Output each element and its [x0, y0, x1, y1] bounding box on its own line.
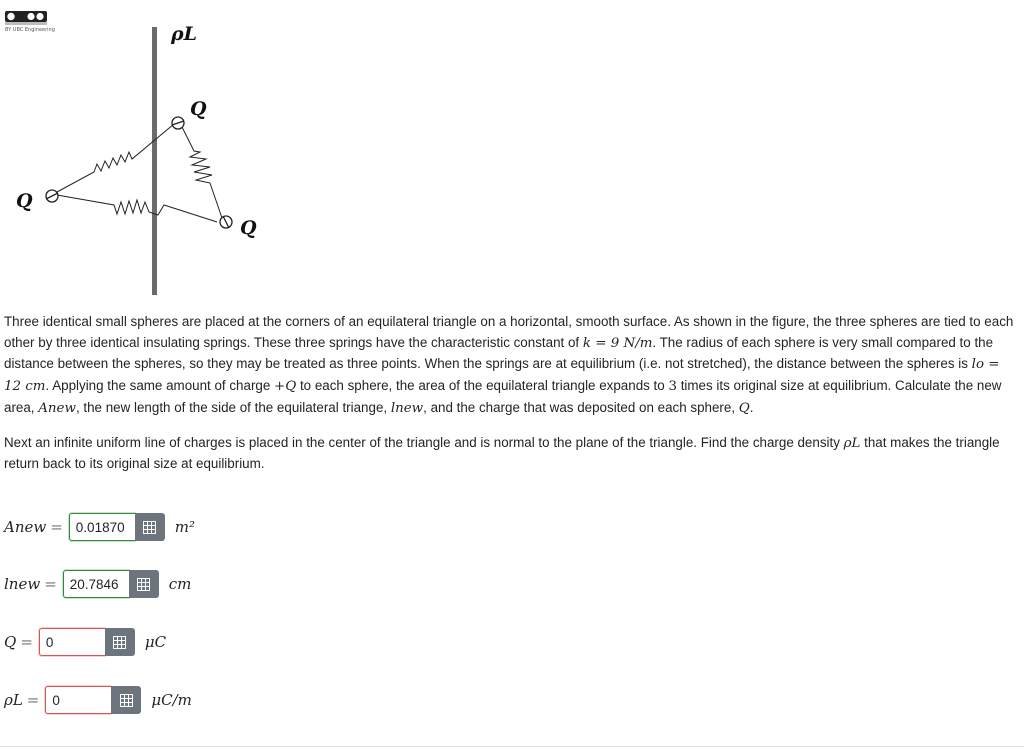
- charge-keypad-button[interactable]: [105, 628, 135, 656]
- unit-anew: m²: [174, 518, 196, 536]
- math-three: 3: [668, 379, 677, 395]
- lnew-keypad-button[interactable]: [129, 570, 159, 598]
- text: . The radius of each sphere is very small compared to the distance between the spheres, so they may be treated as three points. When the springs are at equilibrium (i.e. not stretched), the distance between the spheres is: [4, 334, 994, 372]
- license-caption: BY UBC Engineering: [5, 27, 55, 33]
- text: to each sphere, the area of the equilateral triangle expands to: [296, 378, 669, 394]
- anew-input[interactable]: [69, 513, 135, 541]
- unit-lnew: cm: [168, 575, 192, 593]
- text: . Applying the same amount of charge: [45, 378, 275, 394]
- text: times its original size at equilibrium. Calculate the new area,: [4, 378, 1002, 415]
- answer-row-area: [4, 513, 195, 541]
- anew-keypad-button[interactable]: [135, 513, 165, 541]
- text: .: [749, 399, 754, 415]
- text: Three identical small spheres are placed at the corners of an equilateral triangle on a horizontal, smooth surface. As shown in the figure, the three spheres are tied to each other by three identical insulating springs. These three springs have the characteristic constant of: [4, 314, 1014, 350]
- answer-row-length: [4, 570, 191, 598]
- line-of-charge: [152, 27, 157, 295]
- density-input[interactable]: [45, 686, 111, 714]
- line-density-label: ρL: [171, 23, 197, 45]
- density-keypad-button[interactable]: [111, 686, 141, 714]
- math-rho: ρL: [843, 435, 861, 451]
- figure-diagram: [4, 9, 271, 299]
- math-plus-q: +Q: [274, 379, 297, 395]
- math-lnew: lnew: [390, 400, 424, 416]
- grid-icon: [113, 636, 126, 649]
- answer-row-density: [4, 686, 192, 714]
- label-lnew: lnew =: [4, 575, 57, 593]
- answer-row-charge: [4, 628, 166, 656]
- problem-statement: [4, 312, 1014, 475]
- unit-rho: μC/m: [151, 691, 192, 709]
- grid-icon: [137, 578, 150, 591]
- text: , the new length of the side of the equilateral triange,: [75, 399, 391, 415]
- lnew-input[interactable]: [63, 570, 129, 598]
- math-q: Q: [738, 400, 750, 416]
- springs: [57, 124, 222, 222]
- math-l0: lo = 12 cm: [4, 357, 1000, 395]
- charge-input[interactable]: [39, 628, 105, 656]
- license-badge: [5, 11, 47, 25]
- charge-label-right: Q: [240, 217, 257, 239]
- text: Next an infinite uniform line of charges is placed in the center of the triangle and is normal to the plane of the triangle. Find the charge density: [4, 434, 844, 450]
- text: , and the charge that was deposited on each sphere,: [423, 399, 739, 415]
- spheres: [46, 117, 232, 228]
- charge-label-left: Q: [16, 190, 33, 212]
- grid-icon: [143, 521, 156, 534]
- divider: [0, 746, 1024, 747]
- grid-icon: [120, 694, 133, 707]
- math-anew: Anew: [38, 400, 76, 416]
- spring-right: [182, 127, 222, 218]
- label-rho: ρL =: [4, 691, 40, 709]
- paragraph-2: [4, 433, 1014, 475]
- label-anew: Anew =: [4, 518, 63, 536]
- problem-figure: [4, 9, 271, 299]
- text: that makes the triangle return back to its original size at equilibrium.: [4, 434, 1000, 472]
- label-q: Q =: [4, 633, 33, 651]
- unit-q: μC: [144, 633, 167, 651]
- paragraph-1: [4, 312, 1014, 420]
- math-k: k = 9 N/m: [582, 335, 653, 351]
- spring-bottom: [57, 195, 217, 222]
- charge-label-top: Q: [190, 98, 207, 120]
